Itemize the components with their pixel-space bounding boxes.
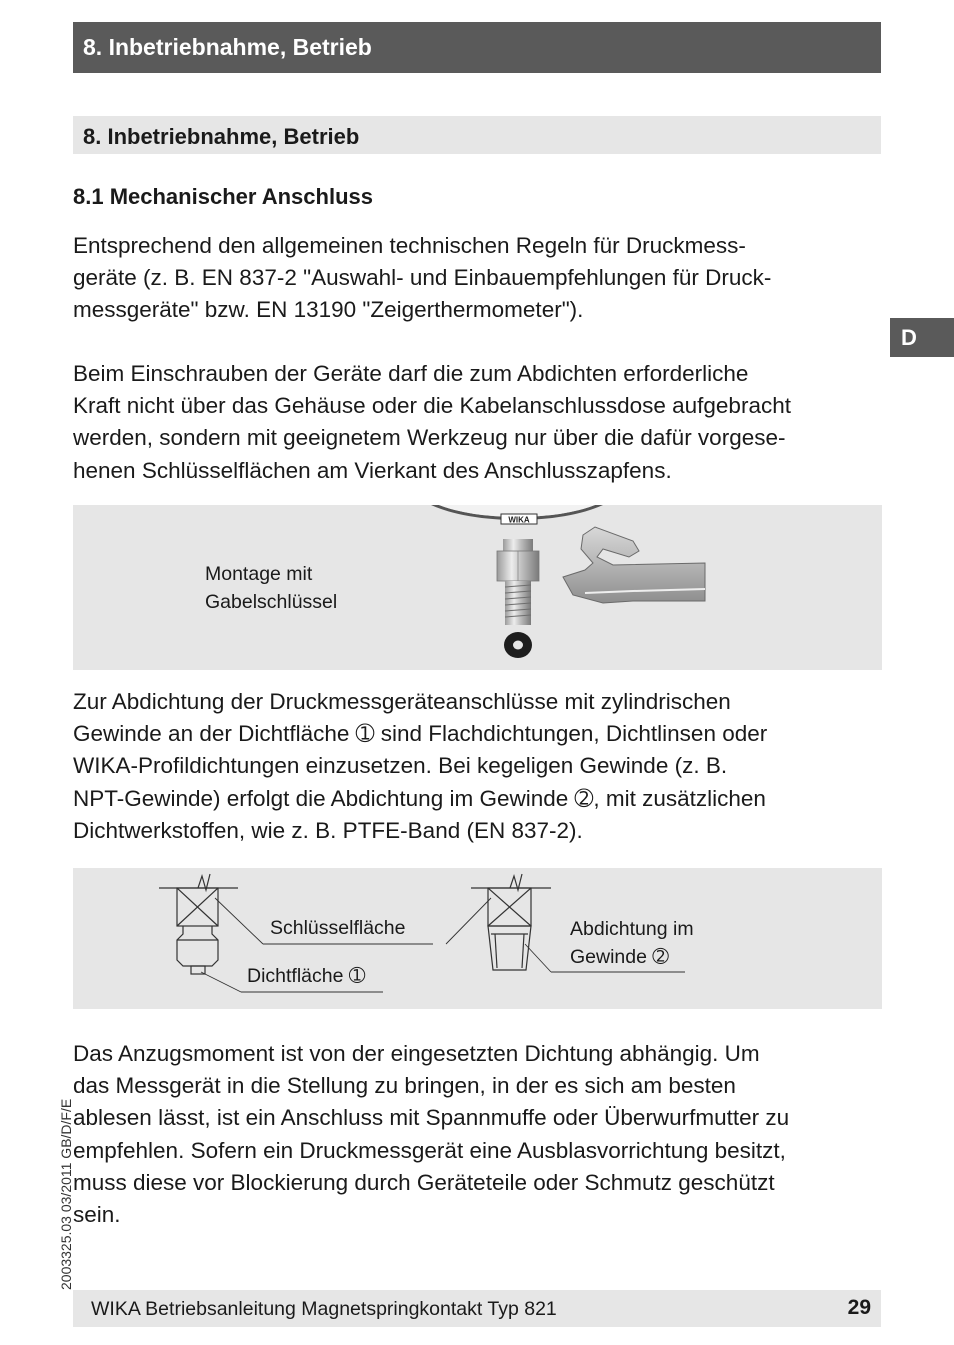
chapter-title: 8. Inbetriebnahme, Betrieb <box>83 34 372 60</box>
figure-wrench-mounting <box>73 505 882 670</box>
text-line: ablesen lässt, ist ein Anschluss mit Spannmuffe oder Überwurfmutter zu <box>73 1105 790 1131</box>
text-line: geräte (z. B. EN 837-2 "Auswahl- und Einbauempfehlungen für Druck- <box>73 265 772 291</box>
text-line: Beim Einschrauben der Geräte darf die zum Abdichten erforderliche <box>73 361 749 386</box>
text-line: Kraft nicht über das Gehäuse oder die Kabelanschlussdose aufgebracht <box>73 393 791 419</box>
paragraph-torque <box>73 1038 888 1231</box>
sealing-diagram-drawing <box>73 868 882 1009</box>
text-line: WIKA-Profildichtungen einzusetzen. Bei kegeligen Gewinde (z. B. <box>73 753 728 779</box>
section-header <box>73 116 881 154</box>
text-line: NPT-Gewinde) erfolgt die Abdichtung im Gewinde ➁, mit zusätzlichen <box>73 785 766 811</box>
figure-caption: Montage mit Gabelschlüssel <box>205 563 338 613</box>
text-line: Entsprechend den allgemeinen technischen Regeln für Druckmess- <box>73 233 746 258</box>
paragraph-sealing <box>73 686 888 847</box>
gauge-wrench-illustration <box>73 505 882 670</box>
text-line: Zur Abdichtung der Druckmessgeräteanschlüsse mit zylindrischen <box>73 689 731 714</box>
label-thread-seal: Abdichtung im Gewinde ➁ <box>570 918 694 968</box>
text-line: werden, sondern mit geeignetem Werkzeug nur über die dafür vorgese- <box>73 425 786 451</box>
text-line: henen Schlüsselflächen am Vierkant des Anschlusszapfens. <box>73 457 672 483</box>
subsection-title: 8.1 Mechanischer Anschluss <box>73 184 373 209</box>
text-line: sein. <box>73 1202 121 1228</box>
language-tab <box>890 318 954 357</box>
page-number: 29 <box>847 1296 871 1319</box>
text-line: Gewinde an der Dichtfläche ➀ sind Flachdichtungen, Dichtlinsen oder <box>73 721 768 747</box>
footer-text: WIKA Betriebsanleitung Magnetspringkontakt Typ 821 <box>91 1298 557 1320</box>
text-line: Das Anzugsmoment ist von der eingesetzten Dichtung abhängig. Um <box>73 1041 760 1066</box>
wika-logo: WIKA <box>508 515 530 525</box>
chapter-header <box>73 22 881 73</box>
text-line: muss diese vor Blockierung durch Geräteteile oder Schmutz geschützt <box>73 1169 775 1195</box>
label-key-flats: Schlüsselfläche <box>270 917 406 939</box>
label-sealing-face: Dichtfläche ➀ <box>247 965 366 987</box>
language-tab-label: D <box>901 325 917 350</box>
paragraph-intro <box>73 230 888 327</box>
document-number: 2003325.03 03/2011 GB/D/F/E <box>58 1098 74 1290</box>
text-line: das Messgerät in die Stellung zu bringen, in der es sich am besten <box>73 1073 736 1099</box>
text-line: Dichtwerkstoffen, wie z. B. PTFE-Band (EN 837-2). <box>73 817 583 843</box>
section-title: 8. Inbetriebnahme, Betrieb <box>83 124 360 149</box>
page-footer <box>73 1290 881 1327</box>
text-line: empfehlen. Sofern ein Druckmessgerät eine Ausblasvorrichtung besitzt, <box>73 1137 786 1163</box>
paragraph-screwing <box>73 358 888 487</box>
figure-sealing-diagram <box>73 868 882 1009</box>
text-line: messgeräte" bzw. EN 13190 "Zeigerthermometer"). <box>73 297 584 323</box>
